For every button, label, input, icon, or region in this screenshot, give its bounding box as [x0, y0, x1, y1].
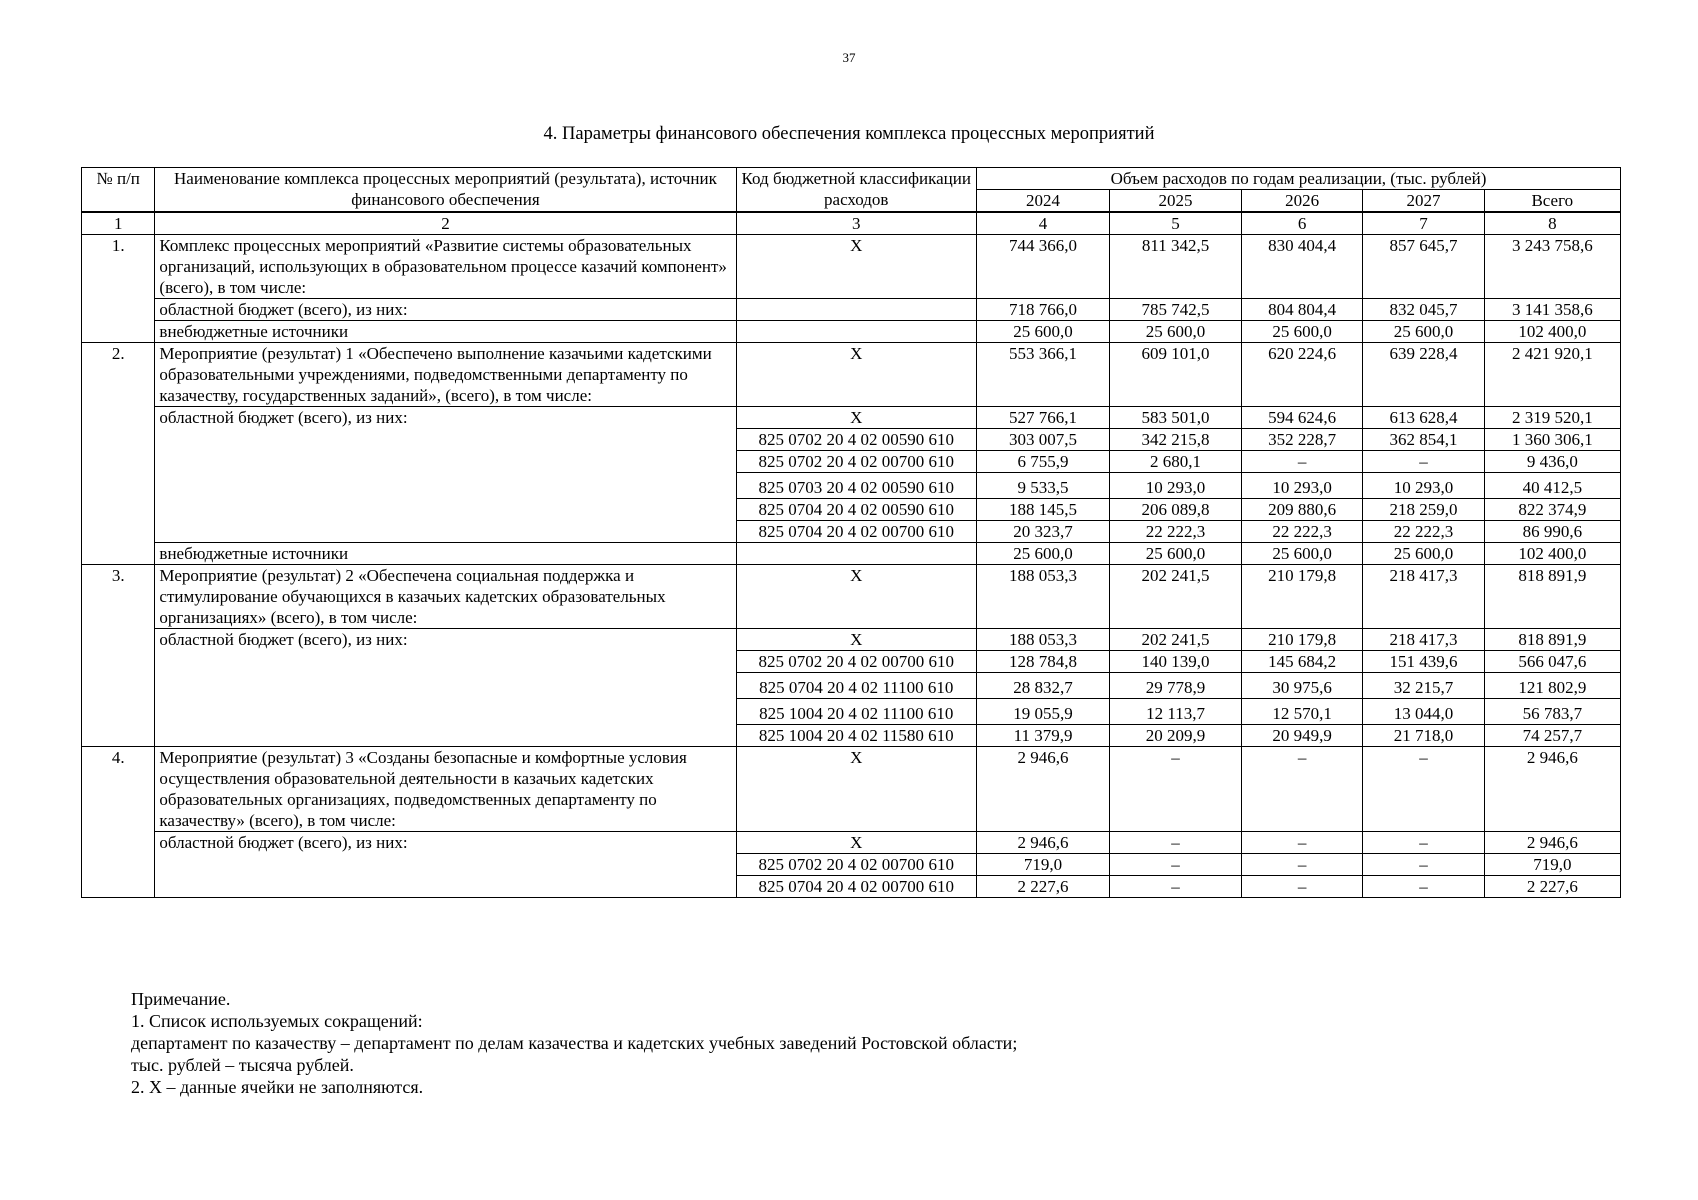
value-cell: 832 045,7: [1363, 299, 1484, 321]
section-name: Мероприятие (результат) 3 «Созданы безопасные и комфортные условия осуществления образовательной деятельности в казачьих кадетских образовательных организациях, подведомственных департаменту по казачеству» (всего), в том числе:: [155, 747, 736, 832]
value-cell: 121 802,9: [1484, 673, 1620, 699]
value-cell: 2 946,6: [977, 832, 1110, 854]
value-cell: 2 946,6: [1484, 832, 1620, 854]
header-total: Всего: [1484, 190, 1620, 213]
value-cell: 202 241,5: [1110, 565, 1242, 629]
row-number: 3.: [82, 565, 155, 747]
source-name: областной бюджет (всего), из них:: [155, 299, 736, 321]
value-cell: 19 055,9: [977, 699, 1110, 725]
value-cell: 218 259,0: [1363, 499, 1484, 521]
value-cell: 25 600,0: [1110, 543, 1242, 565]
value-cell: 2 946,6: [977, 747, 1110, 832]
section-name: Комплекс процессных мероприятий «Развитие системы образовательных организаций, использующих в образовательном процессе казачий компонент» (всего), в том числе:: [155, 235, 736, 299]
value-cell: 145 684,2: [1242, 651, 1363, 673]
value-cell: 218 417,3: [1363, 629, 1484, 651]
value-cell: 9 436,0: [1484, 451, 1620, 473]
value-cell: 822 374,9: [1484, 499, 1620, 521]
value-cell: 13 044,0: [1363, 699, 1484, 725]
header-year: 2025: [1110, 190, 1242, 213]
header-no: № п/п: [82, 168, 155, 213]
value-cell: 2 946,6: [1484, 747, 1620, 832]
section-name: Мероприятие (результат) 2 «Обеспечена социальная поддержка и стимулирование обучающихся в казачьих кадетских образовательных организациях» (всего), в том числе:: [155, 565, 736, 629]
source-name: областной бюджет (всего), из них:: [155, 407, 736, 543]
value-cell: 362 854,1: [1363, 429, 1484, 451]
value-cell: 609 101,0: [1110, 343, 1242, 407]
funding-row: [82, 407, 1621, 429]
value-cell: 9 533,5: [977, 473, 1110, 499]
value-cell: 151 439,6: [1363, 651, 1484, 673]
row-number: 2.: [82, 343, 155, 565]
value-cell: 25 600,0: [1242, 543, 1363, 565]
table-body: [82, 235, 1621, 898]
value-cell: 20 323,7: [977, 521, 1110, 543]
funding-row: [82, 543, 1621, 565]
value-cell: 594 624,6: [1242, 407, 1363, 429]
budget-code: X: [736, 407, 977, 429]
value-cell: 86 990,6: [1484, 521, 1620, 543]
document-title: 4. Параметры финансового обеспечения комплекса процессных мероприятий: [543, 124, 1155, 144]
value-cell: 74 257,7: [1484, 725, 1620, 747]
value-cell: 639 228,4: [1363, 343, 1484, 407]
note-line: 1. Список используемых сокращений:: [131, 1011, 423, 1031]
value-cell: 10 293,0: [1363, 473, 1484, 499]
value-cell: 2 227,6: [1484, 876, 1620, 898]
value-cell: 12 570,1: [1242, 699, 1363, 725]
value-cell: 830 404,4: [1242, 235, 1363, 299]
value-cell: –: [1363, 854, 1484, 876]
value-cell: 202 241,5: [1110, 629, 1242, 651]
budget-code: X: [736, 629, 977, 651]
value-cell: 188 053,3: [977, 565, 1110, 629]
value-cell: 25 600,0: [1363, 321, 1484, 343]
value-cell: 188 053,3: [977, 629, 1110, 651]
value-cell: 25 600,0: [1242, 321, 1363, 343]
value-cell: 6 755,9: [977, 451, 1110, 473]
row-number: 4.: [82, 747, 155, 898]
budget-code: 825 0702 20 4 02 00590 610: [736, 429, 977, 451]
budget-code: 825 0704 20 4 02 00700 610: [736, 876, 977, 898]
value-cell: 20 949,9: [1242, 725, 1363, 747]
value-cell: 10 293,0: [1110, 473, 1242, 499]
value-cell: –: [1110, 747, 1242, 832]
value-cell: 2 319 520,1: [1484, 407, 1620, 429]
budget-code: 825 0702 20 4 02 00700 610: [736, 854, 977, 876]
value-cell: 56 783,7: [1484, 699, 1620, 725]
value-cell: –: [1242, 854, 1363, 876]
budget-code: 825 1004 20 4 02 11100 610: [736, 699, 977, 725]
section-row: [82, 747, 1621, 832]
note-line: департамент по казачеству – департамент по делам казачества и кадетских учебных заведений Ростовской области;: [131, 1033, 1018, 1053]
funding-row: [82, 321, 1621, 343]
value-cell: –: [1110, 854, 1242, 876]
value-cell: –: [1242, 747, 1363, 832]
value-cell: 719,0: [977, 854, 1110, 876]
column-number: 7: [1363, 212, 1484, 235]
page-number: 37: [842, 50, 856, 65]
value-cell: 22 222,3: [1242, 521, 1363, 543]
value-cell: 128 784,8: [977, 651, 1110, 673]
value-cell: 32 215,7: [1363, 673, 1484, 699]
budget-code: 825 0703 20 4 02 00590 610: [736, 473, 977, 499]
source-name: областной бюджет (всего), из них:: [155, 832, 736, 898]
value-cell: 25 600,0: [977, 321, 1110, 343]
budget-code: X: [736, 832, 977, 854]
value-cell: 12 113,7: [1110, 699, 1242, 725]
value-cell: 210 179,8: [1242, 629, 1363, 651]
value-cell: 818 891,9: [1484, 565, 1620, 629]
funding-row: [82, 832, 1621, 854]
value-cell: 719,0: [1484, 854, 1620, 876]
column-number: 8: [1484, 212, 1620, 235]
budget-code: [736, 543, 977, 565]
value-cell: 804 804,4: [1242, 299, 1363, 321]
value-cell: 352 228,7: [1242, 429, 1363, 451]
value-cell: 206 089,8: [1110, 499, 1242, 521]
financial-table: [81, 167, 1621, 898]
section-row: [82, 565, 1621, 629]
source-name: внебюджетные источники: [155, 543, 736, 565]
value-cell: –: [1363, 747, 1484, 832]
value-cell: 209 880,6: [1242, 499, 1363, 521]
section-row: [82, 235, 1621, 299]
value-cell: 718 766,0: [977, 299, 1110, 321]
value-cell: 613 628,4: [1363, 407, 1484, 429]
budget-code: 825 0704 20 4 02 11100 610: [736, 673, 977, 699]
header-name: Наименование комплекса процессных мероприятий (результата), источник финансового обеспечения: [155, 168, 736, 213]
value-cell: 583 501,0: [1110, 407, 1242, 429]
source-name: областной бюджет (всего), из них:: [155, 629, 736, 747]
section-row: [82, 343, 1621, 407]
value-cell: 21 718,0: [1363, 725, 1484, 747]
budget-code: 825 0704 20 4 02 00700 610: [736, 521, 977, 543]
value-cell: 22 222,3: [1363, 521, 1484, 543]
value-cell: 140 139,0: [1110, 651, 1242, 673]
budget-code: 825 0702 20 4 02 00700 610: [736, 451, 977, 473]
value-cell: 342 215,8: [1110, 429, 1242, 451]
value-cell: 2 421 920,1: [1484, 343, 1620, 407]
value-cell: 3 141 358,6: [1484, 299, 1620, 321]
value-cell: 857 645,7: [1363, 235, 1484, 299]
value-cell: 102 400,0: [1484, 321, 1620, 343]
value-cell: 2 680,1: [1110, 451, 1242, 473]
value-cell: 25 600,0: [977, 543, 1110, 565]
row-number: 1.: [82, 235, 155, 343]
value-cell: 22 222,3: [1110, 521, 1242, 543]
value-cell: –: [1110, 832, 1242, 854]
header-year: 2027: [1363, 190, 1484, 213]
value-cell: 28 832,7: [977, 673, 1110, 699]
budget-code: X: [736, 343, 977, 407]
funding-row: [82, 629, 1621, 651]
source-name: внебюджетные источники: [155, 321, 736, 343]
header-code: Код бюджетной классификации расходов: [736, 168, 977, 213]
note-line: 2. X – данные ячейки не заполняются.: [131, 1077, 424, 1097]
value-cell: 620 224,6: [1242, 343, 1363, 407]
value-cell: 785 742,5: [1110, 299, 1242, 321]
column-number: 6: [1242, 212, 1363, 235]
value-cell: 25 600,0: [1363, 543, 1484, 565]
note-line: Примечание.: [131, 989, 231, 1009]
budget-code: X: [736, 235, 977, 299]
value-cell: 1 360 306,1: [1484, 429, 1620, 451]
value-cell: 3 243 758,6: [1484, 235, 1620, 299]
value-cell: 818 891,9: [1484, 629, 1620, 651]
value-cell: 744 366,0: [977, 235, 1110, 299]
value-cell: 2 227,6: [977, 876, 1110, 898]
value-cell: 25 600,0: [1110, 321, 1242, 343]
value-cell: –: [1242, 876, 1363, 898]
value-cell: –: [1110, 876, 1242, 898]
value-cell: 11 379,9: [977, 725, 1110, 747]
value-cell: 527 766,1: [977, 407, 1110, 429]
value-cell: 29 778,9: [1110, 673, 1242, 699]
value-cell: 566 047,6: [1484, 651, 1620, 673]
header-volume: Объем расходов по годам реализации, (тыс. рублей): [977, 168, 1621, 190]
value-cell: 811 342,5: [1110, 235, 1242, 299]
note-line: тыс. рублей – тысяча рублей.: [131, 1055, 354, 1075]
value-cell: –: [1242, 832, 1363, 854]
column-number: 2: [155, 212, 736, 235]
value-cell: –: [1242, 451, 1363, 473]
budget-code: 825 0702 20 4 02 00700 610: [736, 651, 977, 673]
value-cell: 303 007,5: [977, 429, 1110, 451]
value-cell: 188 145,5: [977, 499, 1110, 521]
value-cell: 30 975,6: [1242, 673, 1363, 699]
notes: [131, 988, 1017, 1098]
section-name: Мероприятие (результат) 1 «Обеспечено выполнение казачьими кадетскими образовательными учреждениями, подведомственными департаменту по казачеству, государственных заданий», (всего), в том числе:: [155, 343, 736, 407]
budget-code: [736, 299, 977, 321]
budget-code: X: [736, 565, 977, 629]
value-cell: –: [1363, 832, 1484, 854]
value-cell: 102 400,0: [1484, 543, 1620, 565]
header-year: 2026: [1242, 190, 1363, 213]
budget-code: [736, 321, 977, 343]
header-year: 2024: [977, 190, 1110, 213]
column-number: 4: [977, 212, 1110, 235]
budget-code: 825 0704 20 4 02 00590 610: [736, 499, 977, 521]
value-cell: 218 417,3: [1363, 565, 1484, 629]
funding-row: [82, 299, 1621, 321]
budget-code: 825 1004 20 4 02 11580 610: [736, 725, 977, 747]
value-cell: –: [1363, 876, 1484, 898]
column-number: 1: [82, 212, 155, 235]
value-cell: 40 412,5: [1484, 473, 1620, 499]
value-cell: 20 209,9: [1110, 725, 1242, 747]
value-cell: 210 179,8: [1242, 565, 1363, 629]
budget-code: X: [736, 747, 977, 832]
value-cell: 10 293,0: [1242, 473, 1363, 499]
column-number: 5: [1110, 212, 1242, 235]
column-number: 3: [736, 212, 977, 235]
value-cell: 553 366,1: [977, 343, 1110, 407]
value-cell: –: [1363, 451, 1484, 473]
